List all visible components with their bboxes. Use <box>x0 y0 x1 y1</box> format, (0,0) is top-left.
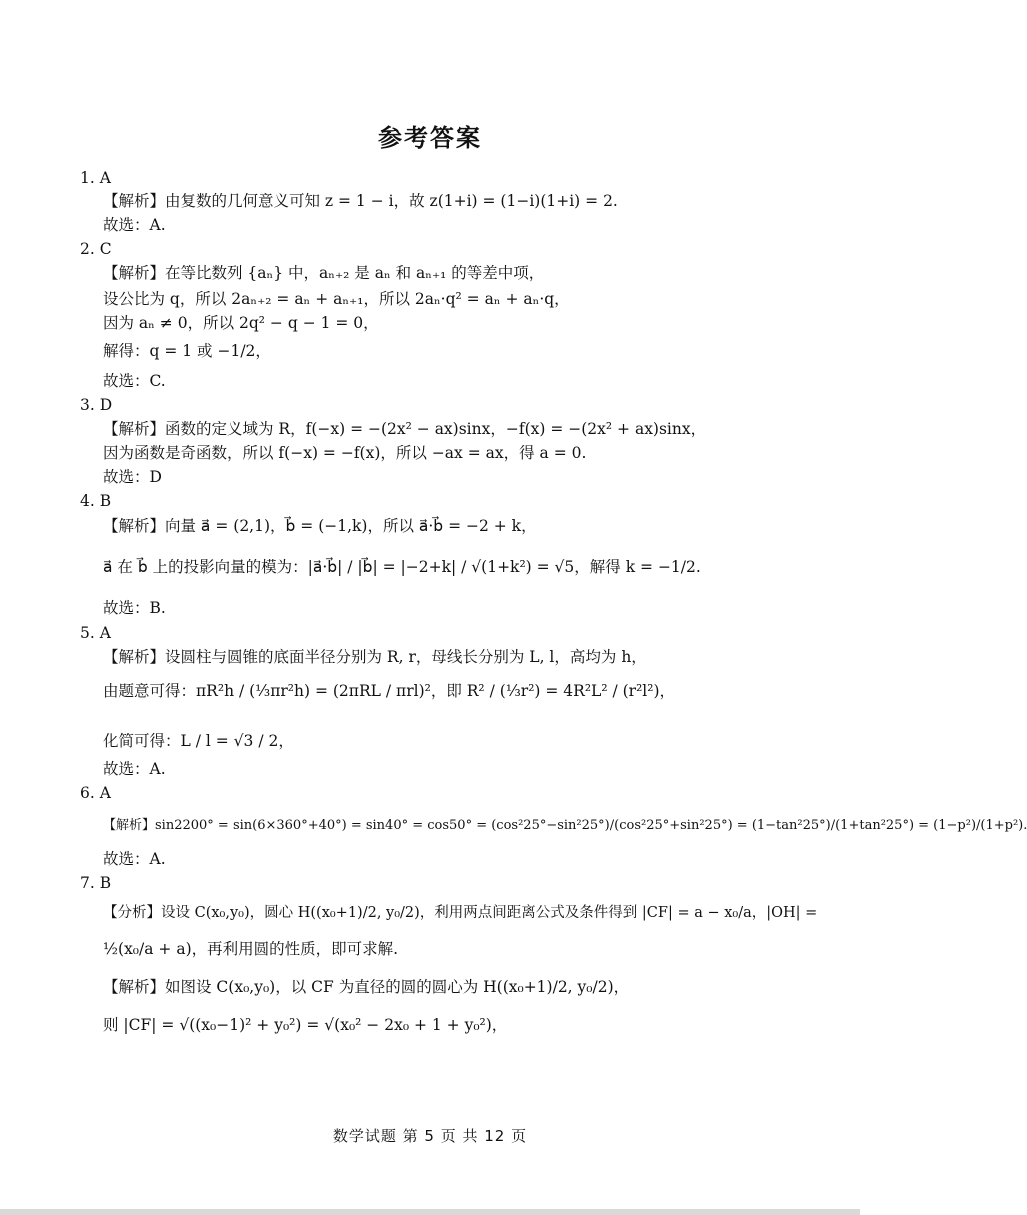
scan-edge <box>0 1209 860 1215</box>
solution-line: 故选：A. <box>103 850 166 868</box>
solution-line: 故选：B. <box>103 599 166 617</box>
solution-line: 因为函数是奇函数，所以 f(−x) = −f(x)，所以 −ax = ax，得 a = 0. <box>103 444 587 462</box>
solution-line: 故选：D <box>103 468 162 486</box>
answer-number: 6. A <box>80 784 111 802</box>
answer-number: 1. A <box>80 169 111 187</box>
answer-number: 7. B <box>80 874 112 892</box>
solution-line: 故选：A. <box>103 760 166 778</box>
answer-number: 5. A <box>80 624 111 642</box>
page-title: 参考答案 <box>378 124 482 152</box>
solution-line: 故选：C. <box>103 372 166 390</box>
solution-line: 【解析】sin2200° = sin(6×360°+40°) = sin40° = cos50° = (cos²25°−sin²25°)/(cos²25°+sin²25°) = (1−tan²25°)/(1+tan²25°) = (1−p²)/(1+p²). <box>103 818 1027 833</box>
answer-number: 4. B <box>80 492 112 510</box>
solution-line: 由题意可得：πR²h / (⅓πr²h) = (2πRL / πrl)²，即 R² / (⅓r²) = 4R²L² / (r²l²)， <box>103 682 676 700</box>
solution-line: 【解析】如图设 C(x₀,y₀)，以 CF 为直径的圆的圆心为 H((x₀+1)/2, y₀/2)， <box>103 978 630 996</box>
solution-line: 【解析】向量 a⃗ = (2,1)，b⃗ = (−1,k)，所以 a⃗·b⃗ = −2 + k， <box>103 517 537 535</box>
answer-number: 3. D <box>80 396 113 414</box>
solution-line: 化简可得：L / l = √3 / 2， <box>103 732 294 750</box>
solution-line: a⃗ 在 b⃗ 上的投影向量的模为：|a⃗·b⃗| / |b⃗| = |−2+k| / √(1+k²) = √5，解得 k = −1/2. <box>103 558 701 576</box>
solution-line: 【解析】由复数的几何意义可知 z = 1 − i，故 z(1+i) = (1−i)(1+i) = 2. <box>103 192 618 210</box>
solution-line: 【分析】设设 C(x₀,y₀)，圆心 H((x₀+1)/2, y₀/2)，利用两点间距离公式及条件得到 |CF| = a − x₀/a，|OH| = <box>103 905 818 921</box>
solution-line: 故选：A. <box>103 216 166 234</box>
solution-line: 【解析】函数的定义域为 R，f(−x) = −(2x² − ax)sinx，−f(x) = −(2x² + ax)sinx， <box>103 420 707 438</box>
page-footer: 数学试题 第 5 页 共 12 页 <box>332 1127 528 1145</box>
solution-line: 因为 aₙ ≠ 0，所以 2q² − q − 1 = 0， <box>103 314 379 332</box>
solution-line: 则 |CF| = √((x₀−1)² + y₀²) = √(x₀² − 2x₀ + 1 + y₀²)， <box>103 1016 508 1034</box>
solution-line: ½(x₀/a + a)，再利用圆的性质，即可求解. <box>103 940 399 958</box>
solution-line: 解得：q = 1 或 −1/2， <box>103 342 271 360</box>
solution-line: 【解析】设圆柱与圆锥的底面半径分别为 R, r，母线长分别为 L, l，高均为 h， <box>103 648 647 666</box>
solution-line: 【解析】在等比数列 {aₙ} 中，aₙ₊₂ 是 aₙ 和 aₙ₊₁ 的等差中项， <box>103 264 545 282</box>
solution-line: 设公比为 q，所以 2aₙ₊₂ = aₙ + aₙ₊₁，所以 2aₙ·q² = aₙ + aₙ·q， <box>103 290 570 308</box>
answer-number: 2. C <box>80 240 112 258</box>
